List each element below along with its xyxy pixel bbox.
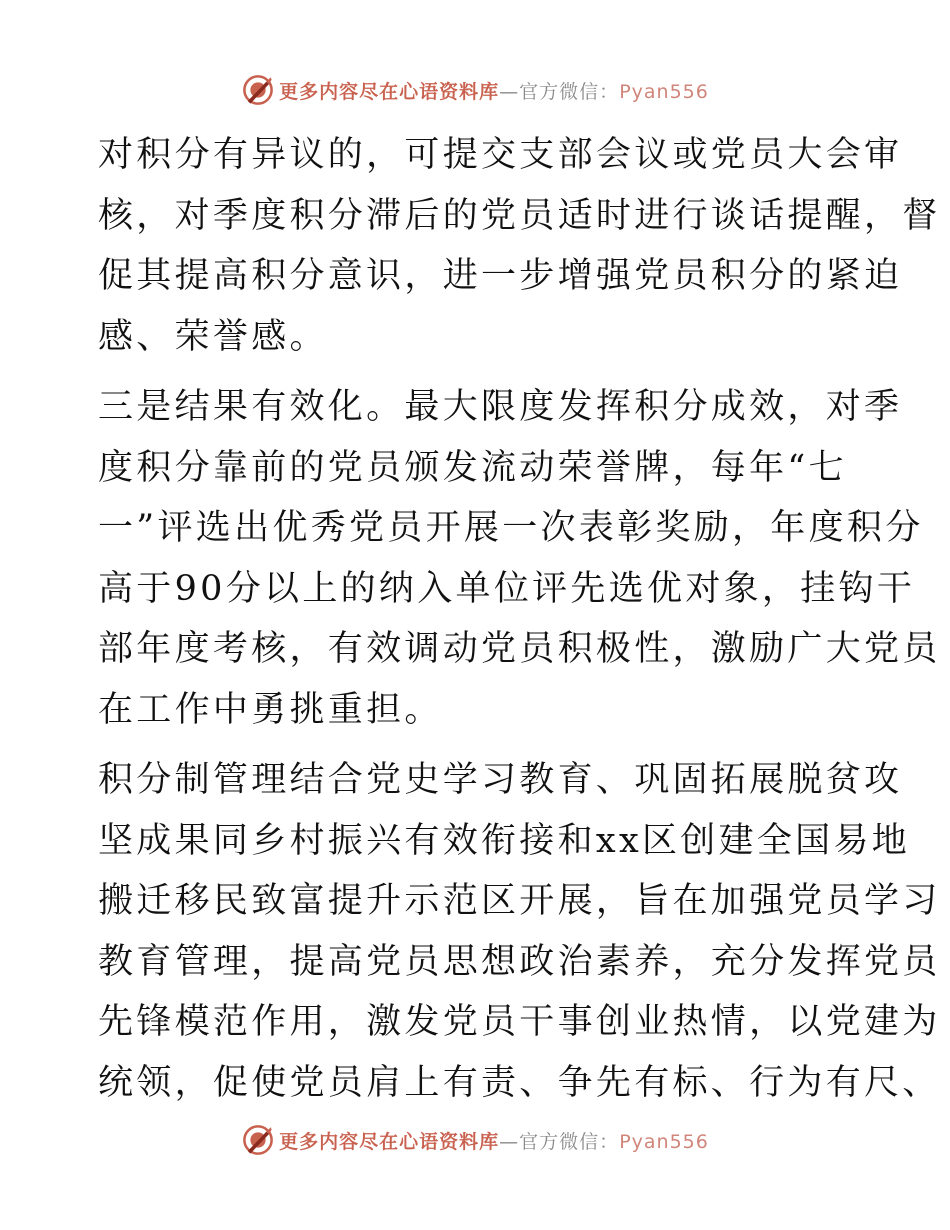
- watermark-footer: [0, 1120, 950, 1160]
- text-line: 促其提高积分意识，进一步增强党员积分的紧迫: [98, 256, 903, 296]
- text-line: 统领，促使党员肩上有责、争先有标、行为有尺、: [98, 1062, 941, 1103]
- text-line: 度积分靠前的党员颁发流动荣誉牌，每年“七: [98, 447, 847, 488]
- text-line: 先锋模范作用，激发党员干事创业热情，以党建为: [98, 1002, 941, 1042]
- watermark-official-text: 官方微信：: [519, 1130, 620, 1153]
- text-line: 高于90分以上的纳入单位评先选优对象，挂钩干: [98, 568, 916, 609]
- text-line: 核，对季度积分滞后的党员适时进行谈话提醒，督: [98, 195, 941, 236]
- watermark-dash: —: [499, 80, 520, 103]
- paragraph-3: [98, 750, 941, 1113]
- watermark-handle: Pyan556: [619, 80, 709, 103]
- pen-logo-icon: [241, 1123, 275, 1157]
- pen-logo-icon: [241, 73, 275, 107]
- text-line: 三是结果有效化。最大限度发挥积分成效，对季: [98, 387, 903, 427]
- watermark-brand-text: 更多内容尽在心语资料库: [279, 1130, 500, 1153]
- watermark-official-text: 官方微信：: [519, 80, 620, 103]
- text-line: 教育管理，提高党员思想政治素养，充分发挥党员: [98, 941, 941, 982]
- watermark-handle: Pyan556: [619, 1130, 709, 1153]
- watermark-brand-text: 更多内容尽在心语资料库: [279, 80, 500, 103]
- text-line: 一”评选出优秀党员开展一次表彰奖励，年度积分: [98, 508, 924, 548]
- text-line: 坚成果同乡村振兴有效衔接和xx区创建全国易地: [98, 820, 911, 861]
- text-line: 搬迁移民致富提升示范区开展，旨在加强党员学习: [98, 881, 941, 921]
- paragraph-2: [98, 377, 941, 740]
- text-line: 对积分有异议的，可提交支部会议或党员大会审: [98, 135, 903, 175]
- text-line: 积分制管理结合党史学习教育、巩固拓展脱贫攻: [98, 760, 903, 800]
- paragraph-1: [98, 125, 941, 367]
- text-line: 在工作中勇挑重担。: [98, 689, 443, 730]
- text-line: 部年度考核，有效调动党员积极性，激励广大党员: [98, 629, 941, 669]
- watermark-header: [0, 70, 950, 110]
- watermark-dash: —: [499, 1130, 520, 1153]
- document-body: [98, 125, 941, 1113]
- text-line: 感、荣誉感。: [98, 316, 328, 357]
